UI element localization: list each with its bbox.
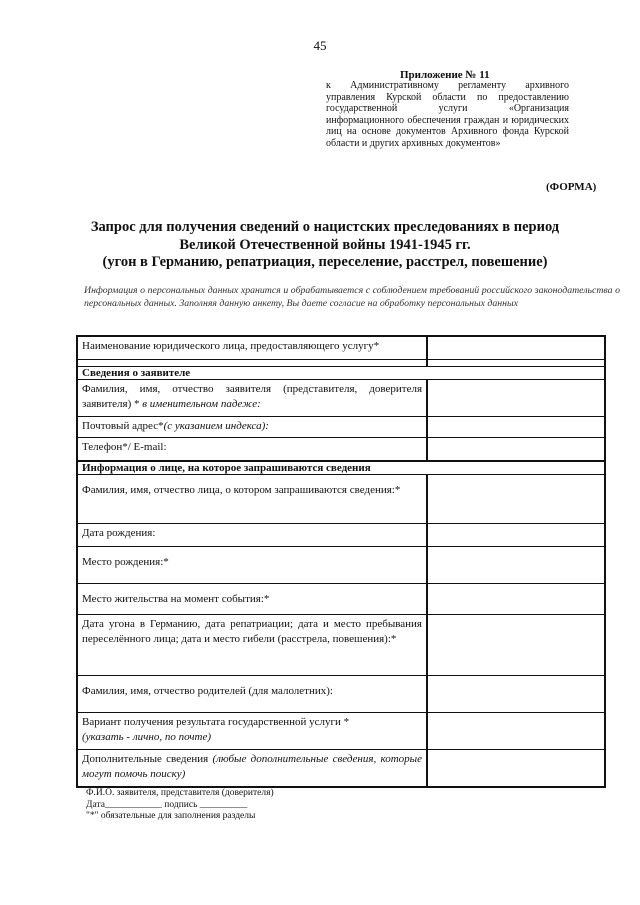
footer: [86, 788, 274, 823]
applicant-name-label: [78, 380, 428, 416]
row-additional: [78, 750, 604, 786]
form-label: (ФОРМА): [546, 181, 597, 193]
legal-entity-field[interactable]: [428, 337, 604, 359]
row-birth-date: [78, 524, 604, 547]
additional-label: [78, 750, 428, 786]
row-person-name: [78, 475, 604, 524]
page-number: 45: [313, 38, 327, 53]
postal-address-text: Почтовый адрес*: [82, 420, 164, 432]
legal-entity-label: Наименование юридического лица, предоставляющего услугу*: [78, 337, 428, 359]
footer-required-note: "*" обязательные для заполнения разделы: [86, 811, 256, 821]
parents-field[interactable]: [428, 676, 604, 712]
result-variant-text: Вариант получения результата государственной услуги *: [82, 716, 350, 728]
postal-address-label: [78, 417, 428, 437]
section-applicant-header: Сведения о заявителе: [78, 367, 604, 380]
result-variant-field[interactable]: [428, 713, 604, 749]
appendix-text: к Административному регламенту архивного управления Курской области по предоставлению государственной услуги «Организация информационного обеспечения граждан и юридических лиц на основе документов Архивного фонда Курской области и других архивных документов»: [326, 80, 569, 149]
spacer-cell: [428, 360, 604, 366]
applicant-name-text: Фамилия, имя, отчество заявителя (представителя, доверителя заявителя) *: [82, 383, 422, 410]
row-dates: [78, 615, 604, 676]
row-parents: [78, 676, 604, 713]
row-legal-entity: [78, 337, 604, 360]
row-phone: [78, 438, 604, 461]
person-name-field[interactable]: [428, 475, 604, 523]
row-birth-place: [78, 547, 604, 584]
additional-hint: (любые дополнительные сведения, которые могут помочь поиску): [82, 753, 423, 780]
title-line-2: Великой Отечественной войны 1941-1945 гг.: [179, 236, 471, 253]
row-result-variant: [78, 713, 604, 750]
section-person-header: Информация о лице, на которое запрашиваются сведения: [78, 461, 604, 475]
dates-label: Дата угона в Германию, дата репатриации; дата и место пребывания переселённого лица; дата и место гибели (расстрела, повешения):*: [78, 615, 428, 675]
parents-label: Фамилия, имя, отчество родителей (для малолетних):: [78, 676, 428, 712]
spacer-cell: [78, 360, 428, 366]
dates-field[interactable]: [428, 615, 604, 675]
result-variant-hint: (указать - лично, по почте): [82, 731, 212, 743]
birth-place-field[interactable]: [428, 547, 604, 583]
residence-field[interactable]: [428, 584, 604, 614]
personal-data-notice: Информация о персональных данных хранится и обрабатывается с соблюдением требований российского законодательства о персональных данных. Заполняя данную анкету, Вы даете согласие на обработку персональных данных: [84, 285, 620, 309]
title-line-3: (угон в Германию, репатриация, переселение, расстрел, повешение): [102, 254, 548, 270]
applicant-name-hint: в именительном падеже:: [142, 398, 261, 410]
row-applicant-name: [78, 380, 604, 417]
phone-label: Телефон*/ E-mail:: [78, 438, 428, 460]
title-line-1: Запрос для получения сведений о нацистских преследованиях в период: [90, 219, 560, 235]
spacer-row: [78, 360, 604, 367]
residence-label: Место жительства на момент события:*: [78, 584, 428, 614]
document-title: [40, 219, 610, 272]
birth-date-label: Дата рождения:: [78, 524, 428, 546]
birth-date-field[interactable]: [428, 524, 604, 546]
row-residence: [78, 584, 604, 615]
phone-field[interactable]: [428, 438, 604, 460]
row-postal-address: [78, 417, 604, 438]
additional-text: Дополнительные сведения: [82, 753, 209, 765]
additional-field[interactable]: [428, 750, 604, 786]
footer-date-signature: Дата____________ подпись __________: [86, 799, 248, 810]
postal-address-hint: (с указанием индекса):: [163, 420, 269, 432]
appendix-title: Приложение № 11: [400, 69, 490, 81]
result-variant-label: [78, 713, 428, 749]
footer-signature-name: Ф.И.О. заявителя, представителя (доверителя): [86, 788, 274, 798]
postal-address-field[interactable]: [428, 417, 604, 437]
person-name-label: Фамилия, имя, отчество лица, о котором запрашиваются сведения:*: [78, 475, 428, 523]
request-form-table: [76, 335, 606, 788]
birth-place-label: Место рождения:*: [78, 547, 428, 583]
applicant-name-field[interactable]: [428, 380, 604, 416]
